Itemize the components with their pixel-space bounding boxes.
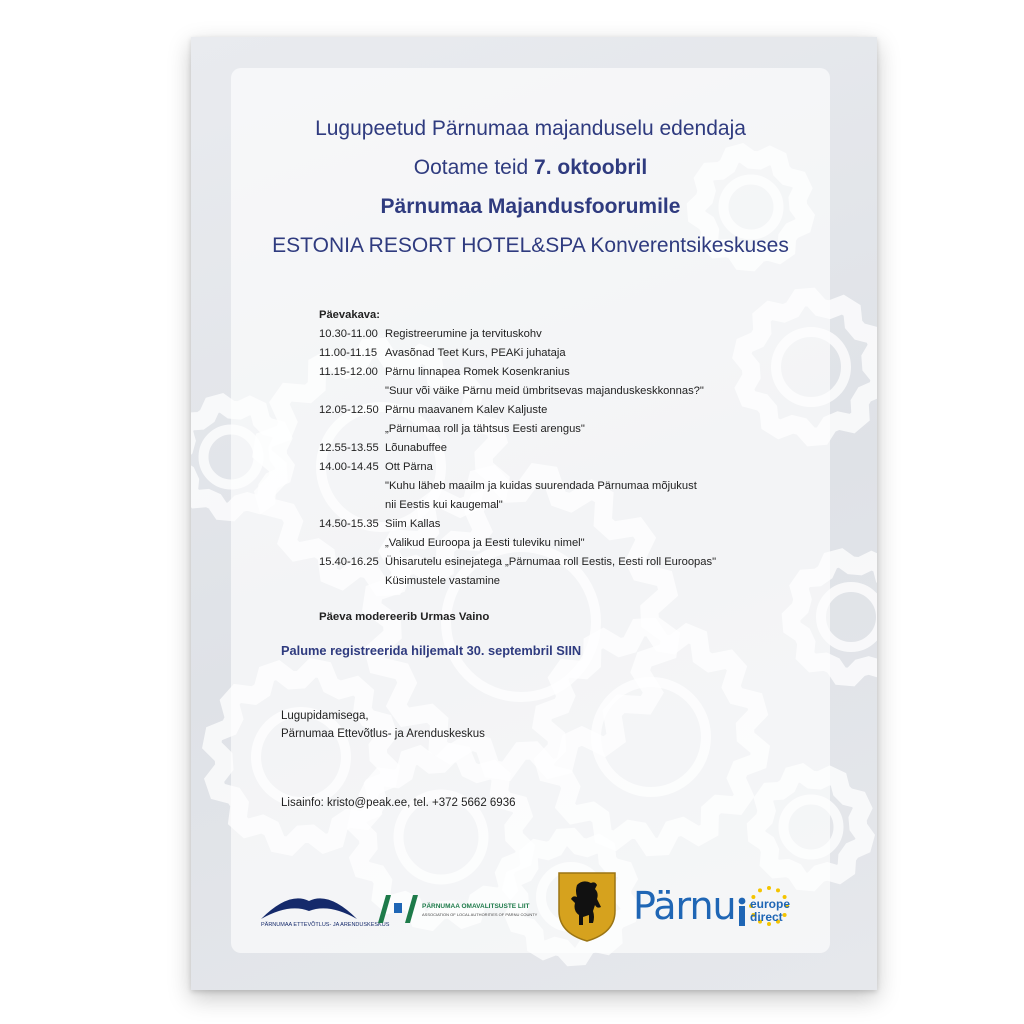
peak-logo — [259, 891, 390, 928]
agenda-text: Ühisarutelu esinejatega „Pärnumaa roll Eestis, Eesti roll Euroopas" — [385, 556, 717, 568]
agenda-item — [319, 401, 789, 420]
eu-star-icon — [776, 888, 780, 892]
signature — [281, 707, 485, 743]
agenda-list — [319, 325, 789, 591]
event-name: Pärnumaa Majandusfoorumile — [380, 195, 681, 218]
agenda-time: 12.05-12.50 — [319, 404, 379, 416]
agenda-time: 10.30-11.00 — [319, 328, 378, 340]
agenda-time: 11.15-12.00 — [319, 366, 378, 378]
agenda-item — [319, 420, 789, 439]
agenda-text: Pärnu maavanem Kalev Kaljuste — [385, 404, 548, 416]
agenda-note: nii Eestis kui kaugemal" — [385, 499, 503, 511]
direct-word: direct — [750, 910, 783, 924]
agenda-item — [319, 496, 789, 515]
eu-star-icon — [783, 913, 787, 917]
agenda-time: 15.40-16.25 — [319, 556, 379, 568]
parnu-county-coat-of-arms — [557, 871, 617, 943]
agenda-time: 11.00-11.15 — [319, 347, 378, 359]
agenda-note: Küsimustele vastamine — [385, 575, 501, 587]
eu-star-icon — [758, 888, 762, 892]
agenda-item — [319, 344, 789, 363]
agenda-item — [319, 363, 789, 382]
agenda-text: Ott Pärna — [385, 461, 433, 473]
agenda-time: 14.50-15.35 — [319, 518, 379, 530]
signature-greeting: Lugupidamisega, — [281, 710, 369, 722]
peak-arc-icon — [259, 891, 359, 921]
pol-name: PÄRNUMAA OMAVALITSUSTE LIIT — [422, 903, 530, 910]
agenda-text: Siim Kallas — [385, 518, 441, 530]
event-date: 7. oktoobril — [534, 156, 648, 179]
agenda-item — [319, 458, 789, 477]
pol-logo — [374, 893, 538, 925]
parnu-wordmark: Pärnu — [633, 884, 736, 928]
agenda-title: Päevakava: — [319, 309, 380, 321]
peak-logo-text: PÄRNUMAA ETTEVÕTLUS- JA ARENDUSKESKUS — [261, 922, 390, 928]
pol-subtitle: ASSOCIATION OF LOCAL AUTHORITIES OF PÄRNU COUNTY — [422, 912, 538, 917]
agenda-note: „Pärnumaa roll ja tähtsus Eesti arengus" — [385, 423, 585, 435]
agenda-time: 12.55-13.55 — [319, 442, 379, 454]
agenda-note: "Suur või väike Pärnu meid ümbritsevas majanduskeskkonnas?" — [385, 385, 704, 397]
agenda-text: Avasõnad Teet Kurs, PEAKi juhataja — [385, 347, 566, 359]
agenda-text: Registreerumine ja tervituskohv — [385, 328, 542, 340]
agenda-item — [319, 553, 789, 572]
eu-star-icon — [767, 886, 771, 890]
agenda — [319, 306, 789, 591]
greeting: Lugupeetud Pärnumaa majanduselu edendaja — [315, 117, 746, 140]
invite-line — [231, 156, 830, 180]
agenda-item — [319, 515, 789, 534]
agenda-item — [319, 477, 789, 496]
bear-shield-icon — [557, 871, 617, 943]
invite-prefix: Ootame teid — [413, 156, 535, 179]
agenda-item — [319, 572, 789, 591]
registration-link[interactable]: Palume registreerida hiljemalt 30. septembril SIIN — [281, 643, 582, 658]
agenda-time: 14.00-14.45 — [319, 461, 379, 473]
signature-org: Pärnumaa Ettevõtlus- ja Arenduskeskus — [281, 728, 485, 740]
contact-info: Lisainfo: kristo@peak.ee, tel. +372 5662 6936 — [281, 797, 516, 809]
agenda-item — [319, 325, 789, 344]
agenda-text: Lõunabuffee — [385, 442, 448, 454]
europe-word: europe — [750, 897, 791, 911]
agenda-item — [319, 382, 789, 401]
agenda-note: „Valikud Euroopa ja Eesti tuleviku nimel" — [385, 537, 585, 549]
venue: ESTONIA RESORT HOTEL&SPA Konverentsikeskuses — [272, 234, 789, 257]
moderator: Päeva modereerib Urmas Vaino — [319, 611, 490, 623]
europe-direct-logo — [735, 880, 791, 936]
agenda-item — [319, 534, 789, 553]
pol-mark-icon — [374, 893, 420, 925]
agenda-note: "Kuhu läheb maailm ja kuidas suurendada Pärnumaa mõjukust — [385, 480, 697, 492]
agenda-text: Pärnu linnapea Romek Kosenkranius — [385, 366, 570, 378]
agenda-item — [319, 439, 789, 458]
